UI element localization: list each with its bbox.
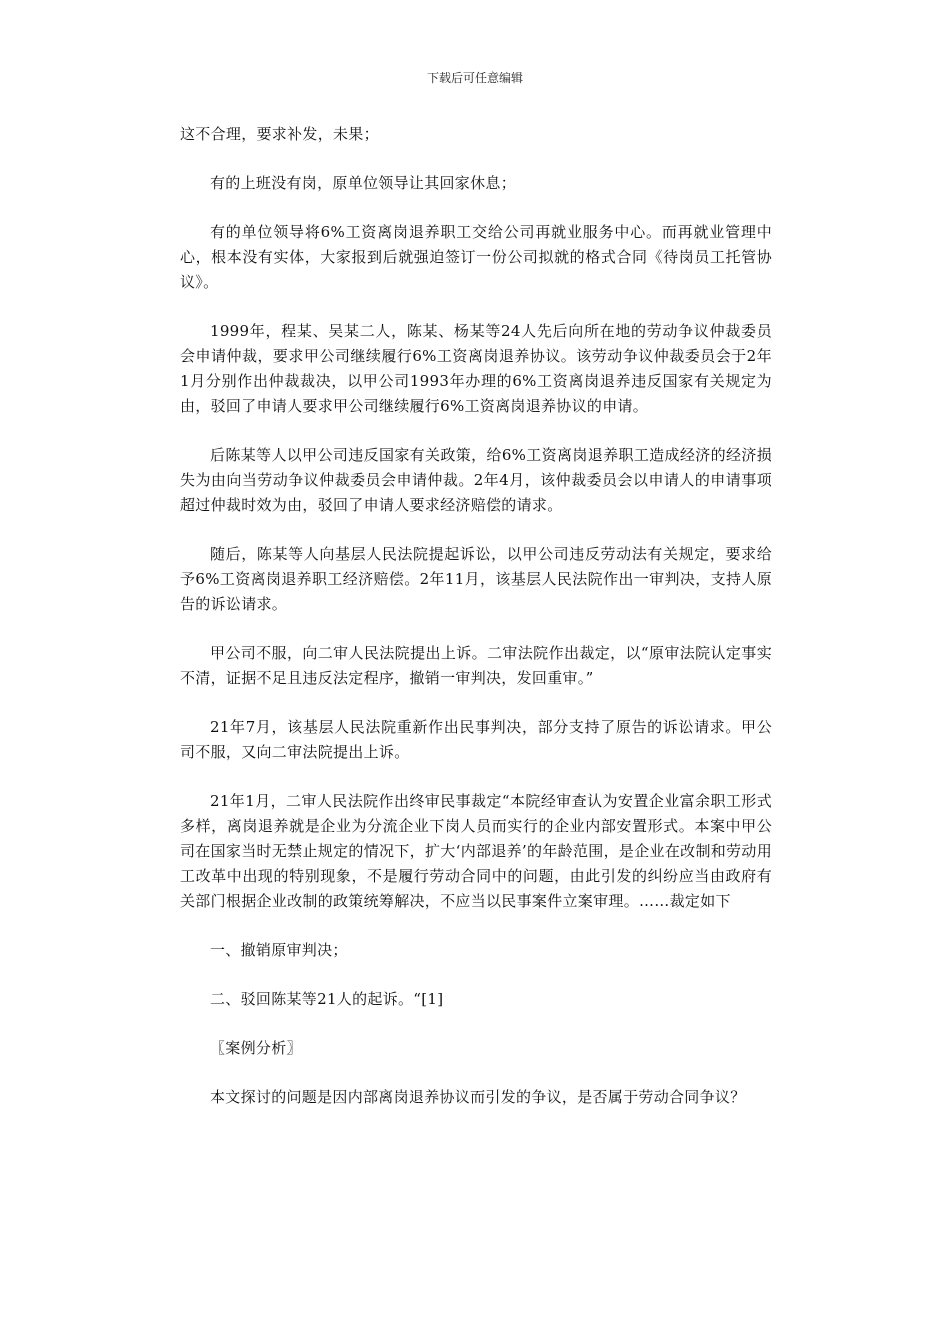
list-item: 一、撤销原审判决； [210, 941, 348, 959]
paragraph: 1999年，程某、吴某二人，陈某、杨某等24人先后向所在地的劳动争议仲裁委员会申请仲裁，要求甲公司继续履行6%工资离岗退养协议。该劳动争议仲裁委员会于2年1月分别作出仲裁裁决，以甲公司1993年办理的6%工资离岗退养违反国家有关规定为由，驳回了申请人要求甲公司继续履行6%工资离岗退养协议的申请。 [180, 322, 772, 415]
paragraph: 甲公司不服，向二审人民法院提出上诉。二审法院作出裁定，以“原审法院认定事实不清，证据不足且违反法定程序，撤销一审判决，发回重审。” [180, 644, 772, 687]
list-item: 二、驳回陈某等21人的起诉。“[1] [210, 990, 444, 1008]
paragraph: 21年7月，该基层人民法院重新作出民事判决，部分支持了原告的诉讼请求。甲公司不服，又向二审法院提出上诉。 [180, 718, 772, 761]
paragraph: 随后，陈某等人向基层人民法院提起诉讼，以甲公司违反劳动法有关规定，要求给予6%工资离岗退养职工经济赔偿。2年11月，该基层人民法院作出一审判决，支持人原告的诉讼请求。 [180, 545, 772, 613]
paragraph: 本文探讨的问题是因内部离岗退养协议而引发的争议，是否属于劳动合同争议？ [210, 1088, 746, 1106]
page-header: 下载后可任意编辑 [426, 71, 523, 85]
document-body [180, 122, 772, 1134]
paragraph: 这不合理，要求补发，未果； [180, 125, 379, 143]
paragraph: 有的上班没有岗，原单位领导让其回家休息； [210, 174, 517, 192]
paragraph: 后陈某等人以甲公司违反国家有关政策，给6%工资离岗退养职工造成经济的经济损失为由向当劳动争议仲裁委员会申请仲裁。2年4月，该仲裁委员会以申请人的申请事项超过仲裁时效为由，驳回了申请人要求经济赔偿的请求。 [180, 446, 772, 514]
section-heading: 〖案例分析〗 [210, 1039, 302, 1057]
paragraph: 21年1月，二审人民法院作出终审民事裁定“本院经审查认为安置企业富余职工形式多样，离岗退养就是企业为分流企业下岗人员而实行的企业内部安置形式。本案中甲公司在国家当时无禁止规定的情况下，扩大‘内部退养’的年龄范围，是企业在改制和劳动用工改革中出现的特别现象，不是履行劳动合同中的问题，由此引发的纠纷应当由政府有关部门根据企业改制的政策统筹解决，不应当以民事案件立案审理。……裁定如下 [180, 792, 772, 910]
paragraph: 有的单位领导将6%工资离岗退养职工交给公司再就业服务中心。而再就业管理中心，根本没有实体，大家报到后就强迫签订一份公司拟就的格式合同《待岗员工托管协议》。 [180, 223, 772, 291]
